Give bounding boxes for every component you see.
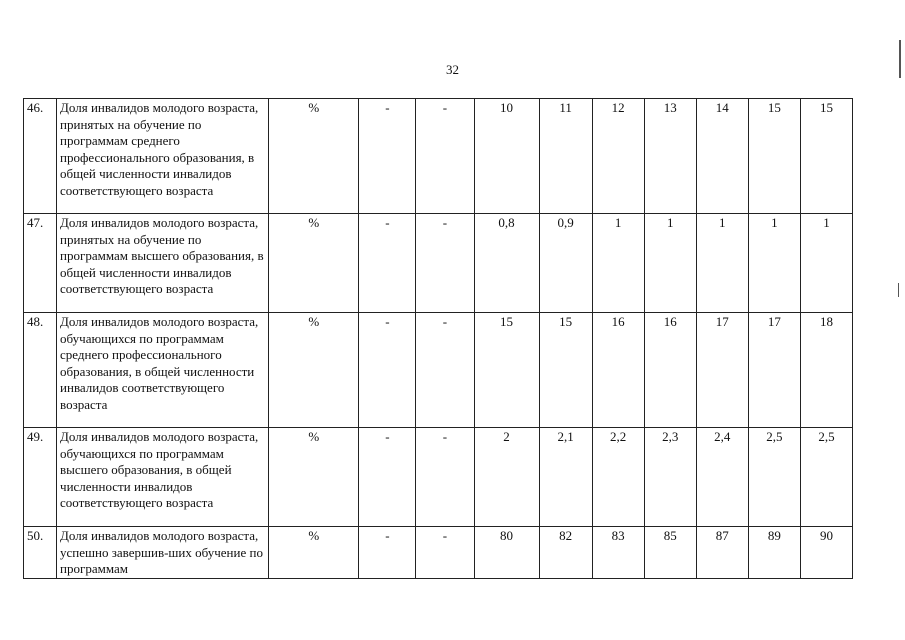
value-cell: -: [416, 313, 474, 428]
value-cell: -: [416, 99, 474, 214]
table-row: [24, 313, 853, 428]
value-cell: 80: [474, 527, 539, 579]
value-cell: 13: [644, 99, 696, 214]
value-cell: -: [416, 214, 474, 313]
value-cell: 1: [644, 214, 696, 313]
value-cell: 82: [539, 527, 592, 579]
value-cell: 85: [644, 527, 696, 579]
indicator-description: Доля инвалидов молодого возраста, успешно завершив-ших обучение по программам: [57, 527, 269, 579]
indicator-description: Доля инвалидов молодого возраста, обучающихся по программам высшего образования, в общей численности инвалидов соответствующего возраста: [57, 428, 269, 527]
value-cell: 1: [592, 214, 644, 313]
value-cell: -: [416, 428, 474, 527]
value-cell: 2,4: [696, 428, 748, 527]
unit-cell: %: [269, 214, 359, 313]
indicator-table: [23, 98, 853, 579]
value-cell: -: [359, 527, 416, 579]
value-cell: 18: [800, 313, 852, 428]
page-number: 32: [446, 62, 459, 77]
table-row: [24, 428, 853, 527]
value-cell: 15: [474, 313, 539, 428]
table-row: [24, 214, 853, 313]
value-cell: 83: [592, 527, 644, 579]
value-cell: 1: [800, 214, 852, 313]
value-cell: 11: [539, 99, 592, 214]
value-cell: 0,8: [474, 214, 539, 313]
scan-edge-mark: [899, 40, 901, 78]
value-cell: 12: [592, 99, 644, 214]
row-number: 48.: [24, 313, 57, 428]
value-cell: 89: [748, 527, 800, 579]
value-cell: 2,1: [539, 428, 592, 527]
value-cell: -: [416, 527, 474, 579]
table-row: [24, 99, 853, 214]
value-cell: 17: [696, 313, 748, 428]
value-cell: 87: [696, 527, 748, 579]
unit-cell: %: [269, 428, 359, 527]
indicator-description: Доля инвалидов молодого возраста, принятых на обучение по программам среднего профессионального образования, в общей численности инвалидов соответствующего возраста: [57, 99, 269, 214]
value-cell: 15: [539, 313, 592, 428]
value-cell: 2,5: [748, 428, 800, 527]
value-cell: 14: [696, 99, 748, 214]
value-cell: 1: [696, 214, 748, 313]
table-row: [24, 527, 853, 579]
value-cell: 10: [474, 99, 539, 214]
value-cell: -: [359, 428, 416, 527]
indicator-description: Доля инвалидов молодого возраста, обучающихся по программам среднего профессионального образования, в общей численности инвалидов соответствующего возраста: [57, 313, 269, 428]
value-cell: 90: [800, 527, 852, 579]
value-cell: -: [359, 99, 416, 214]
value-cell: 16: [644, 313, 696, 428]
value-cell: 16: [592, 313, 644, 428]
row-number: 49.: [24, 428, 57, 527]
value-cell: 2,5: [800, 428, 852, 527]
row-number: 50.: [24, 527, 57, 579]
scan-edge-mark: [898, 283, 899, 297]
value-cell: 15: [800, 99, 852, 214]
value-cell: 2,2: [592, 428, 644, 527]
value-cell: 15: [748, 99, 800, 214]
value-cell: 2,3: [644, 428, 696, 527]
unit-cell: %: [269, 313, 359, 428]
value-cell: 0,9: [539, 214, 592, 313]
value-cell: 2: [474, 428, 539, 527]
value-cell: -: [359, 214, 416, 313]
unit-cell: %: [269, 99, 359, 214]
row-number: 46.: [24, 99, 57, 214]
unit-cell: %: [269, 527, 359, 579]
value-cell: -: [359, 313, 416, 428]
value-cell: 17: [748, 313, 800, 428]
value-cell: 1: [748, 214, 800, 313]
row-number: 47.: [24, 214, 57, 313]
indicator-description: Доля инвалидов молодого возраста, принятых на обучение по программам высшего образования, в общей численности инвалидов соответствующего возраста: [57, 214, 269, 313]
